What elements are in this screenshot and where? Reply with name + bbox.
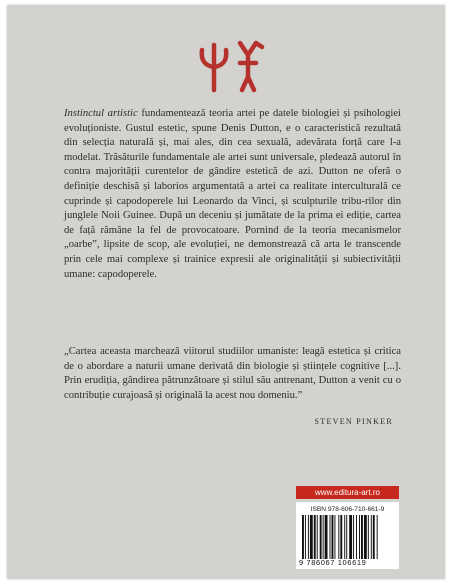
- barcode-box: [296, 502, 399, 569]
- rune-glyph-right-icon: [240, 43, 262, 90]
- barcode-digits: 9 786067 106619: [299, 558, 367, 567]
- review-quote: „Cartea aceasta marchează viitorul studiilor umaniste: leagă estetica și critica de o abordare a naturii umane derivată din biologie și științele cognitive [...]. Prin erudiția, gândirea pătrunzătoare și stilul său antrenant, Dutton a venit cu o contribuție curajoasă și originală la acest nou domeniu.”: [64, 346, 401, 401]
- description-paragraph: [64, 107, 401, 282]
- isbn-label: ISBN 978-606-710-661-9: [310, 506, 385, 513]
- rune-glyphs-icon: [190, 35, 280, 93]
- back-cover: [7, 5, 445, 579]
- barcode-icon: [302, 515, 393, 559]
- description-body: fundamentează teoria artei pe datele biologiei și psihologiei evoluționiste. Gustul estetic, spune Denis Dutton, e o caracteristică rezultată din selecția naturală și, mai ales, din cea sexuală, adevărata forță care l-a modelat. Trăsăturile fundamentale ale artei sunt universale, pledează autorul în contra majorității curentelor de gândire estetică de azi. Dutton ne oferă o definiție deschisă și laborios argumentată a artei ca realitate interculturală ce cuprinde și capodoperele lui Leonardo da Vinci, și sculpturile tribu-rilor din junglele Noii Guinee. După un deceniu și jumătate de la prima ei ediție, cartea de față rămâne la fel de provocatoare. Pornind de la teoria mecanismelor „oarbe”, lipsite de scop, ale evoluției, ne demonstrează că arta le transcende prin cele mai complexe și trainice expresii ale originalității și subiectivității umane: capodoperele.: [64, 108, 401, 280]
- rune-glyph-left-icon: [202, 45, 227, 90]
- book-title-italic: Instinctul artistic: [64, 108, 138, 119]
- quote-author: STEVEN PINKER: [314, 417, 393, 426]
- publisher-website-banner: www.editura-art.ro: [296, 486, 399, 499]
